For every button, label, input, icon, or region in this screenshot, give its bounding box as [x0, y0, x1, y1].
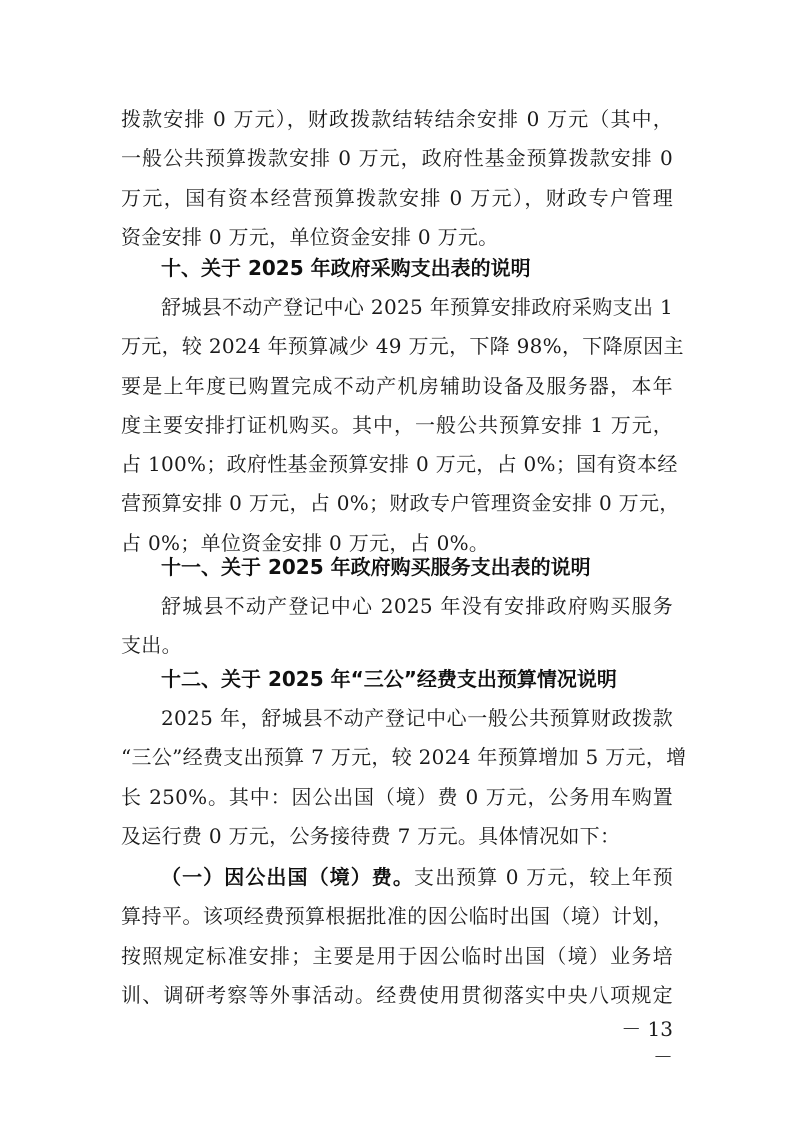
text-line: 资金安排 0 万元，单位资金安排 0 万元。 — [121, 224, 499, 249]
text-line: 长 250%。其中：因公出国（境）费 0 万元，公务用车购置 — [121, 784, 673, 809]
paragraph-carryover — [121, 100, 673, 257]
page-number: － 13 － — [621, 1017, 673, 1069]
text-line: 占 0%；单位资金安排 0 万元，占 0%。 — [121, 530, 490, 555]
text-line: 算持平。该项经费预算根据批准的因公临时出国（境）计划， — [121, 904, 673, 929]
subsection-lead: （一）因公出国（境）费。 — [161, 865, 414, 889]
section-heading-10: 十、关于 2025 年政府采购支出表的说明 — [161, 256, 531, 280]
text-line: 及运行费 0 万元，公务接待费 7 万元。具体情况如下： — [121, 823, 621, 848]
subsection-first-line-rest: 支出预算 0 万元，较上年预 — [413, 865, 673, 889]
text-line: 2025 年，舒城县不动产登记中心一般公共预算财政拨款 — [161, 706, 673, 730]
text-line: “三公”经费支出预算 7 万元，较 2024 年预算增加 5 万元，增 — [121, 745, 687, 770]
text-line: 训、调研考察等外事活动。经费使用贯彻落实中央八项规定 — [121, 982, 673, 1007]
text-line: 要是上年度已购置完成不动产机房辅助设备及服务器，本年 — [121, 373, 673, 398]
section-heading-11: 十一、关于 2025 年政府购买服务支出表的说明 — [161, 555, 591, 579]
section-10-body — [121, 288, 684, 563]
section-12-body — [121, 699, 687, 856]
text-line: 舒城县不动产登记中心 2025 年没有安排政府购买服务 — [161, 594, 673, 618]
text-line: 拨款安排 0 万元），财政拨款结转结余安排 0 万元（其中， — [121, 107, 673, 131]
text-line: 一般公共预算拨款安排 0 万元，政府性基金预算拨款安排 0 — [121, 146, 673, 171]
text-line: 舒城县不动产登记中心 2025 年预算安排政府采购支出 1 — [161, 295, 673, 319]
text-line: 营预算安排 0 万元，占 0%；财政专户管理资金安排 0 万元， — [121, 491, 680, 516]
section-heading-12: 十二、关于 2025 年“三公”经费支出预算情况说明 — [161, 667, 617, 691]
text-line: 占 100%；政府性基金预算安排 0 万元，占 0%；国有资本经 — [121, 452, 678, 477]
text-line: 按照规定标准安排；主要是用于因公临时出国（境）业务培 — [121, 943, 673, 968]
text-line: 度主要安排打证机购买。其中，一般公共预算安排 1 万元， — [121, 412, 673, 437]
text-line: 万元，较 2024 年预算减少 49 万元，下降 98%，下降原因主 — [121, 334, 684, 359]
subsection-1-body — [121, 858, 673, 1015]
text-line: 支出。 — [121, 633, 182, 658]
text-line — [121, 858, 673, 897]
text-line: 万元，国有资本经营预算拨款安排 0 万元），财政专户管理 — [121, 185, 673, 210]
section-11-body — [121, 587, 673, 666]
